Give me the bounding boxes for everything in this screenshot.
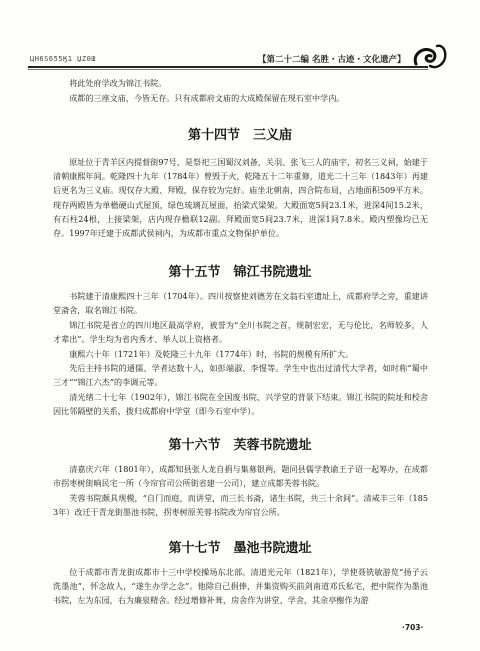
section-paragraph: 芙蓉书院颇具规模，“自门而庭，而讲堂，而三长书斋，诸生书院，共三十余间”。清咸丰三年（1853年）改迁于青龙街墨池书院，拐枣树原芙蓉书院改为帘官公所。 <box>53 493 428 518</box>
section-paragraph: 原址位于青羊区内提督街97号，是祭祀三国蜀汉刘备、关羽、张飞三人的庙宇，初名三义祠，始建于清朝康熙年间。乾隆四十九年（1784年）曾毁于火，乾隆五十二年重修，道光二十三年（1843年）再建后更名为三义庙。现仅存大殿、拜殿，保存较为完好。庙坐北朝南，四合院布局，占地面积509平方米。现存两殿皆为单檐硬山式屋顶，绿色琉璃瓦屋面，抬梁式梁架。大殿面宽5间23.1米，进深4间15.2米，有石柱24根，上接梁架，店内现存檐联12副。拜殿面宽5间23.7米，进深1间7.8米。殿内塑像均已无存。1997年迁建于成都武侯祠内，为成都市重点文物保护单位。 <box>53 157 428 239</box>
section-heading: 第十五节 锦江书院遗址 <box>168 265 312 280</box>
section-paragraph: 清嘉庆六年（1801年），成都知县张人龙自捐与集募银两，题同县儒学教谕王子诏一起筹办，在成都市拐枣树街晌民宅一所（今帘官司公所街省建一公司），建立成都芙蓉书院。 <box>53 464 428 489</box>
section-paragraph: 位于成都市青龙街成都市十三中学校操场东北部。清道光元年（1821年），学使聂铣敏游览“扬子云洗墨池”，怀念故人，“遂生办学之念”。他除自己捐俸，并集资购买前剑南道邓氏私宅，把中院作为墨池书院，左为东园，右为廉泉精舍。经过增修补葺，房舍作为讲堂、学舍，其余亭榭作为游 <box>53 567 428 606</box>
section-paragraph: 先后主持书院的通儒、学者达数十人，如彭端淑、李惺等。学生中也出过清代大学者，如时称“蜀中三才”“锦江六杰”的李调元等。 <box>53 363 428 388</box>
section-heading: 第十四节 三义庙 <box>187 128 292 143</box>
section-paragraph: 锦江书院是省立的四川地区最高学府，被誉为“全川书院之首，规制宏宏，无与伦比，名师较多，人才辈出”。学生均为省内秀才、举人以上资格者。 <box>53 320 428 345</box>
page-number: ·703· <box>402 623 424 632</box>
section-paragraph: 康熙六十年（1721年）及乾隆三十九年（1774年）时，书院的规模有所扩大。 <box>69 349 354 359</box>
header-rule <box>28 66 428 68</box>
header-running-title: ЦН6Ѕ655Ӄ1 ЏZ0Ш <box>30 55 97 63</box>
intro-paragraph: 成都的三座文庙，今皆无存。只有成都府文庙的大成殿保留在现石室中学内。 <box>69 93 345 103</box>
section-paragraph: 清光绪二十七年（1902年），锦江书院在全国废书院、兴学堂的背景下结束。锦江书院的院址和校舍因比邻隔壁的关系，拨归成都府中学堂（即今石室中学）。 <box>53 392 428 417</box>
section-heading: 第十七节 墨池书院遗址 <box>168 541 312 556</box>
header-section-title: 【第二十二编 名胜・古迹・文化遗产】 <box>258 55 406 65</box>
header-rule-thin <box>28 69 428 70</box>
intro-paragraph: 将此处府学改为锦江书院。 <box>69 78 167 88</box>
section-heading: 第十六节 芙蓉书院遗址 <box>168 438 312 453</box>
section-paragraph: 书院建于清康熙四十三年（1704年）。四川按察使刘德芳在文翁石室遗址上，成都府学之旁，重建讲堂斋舍，取名锦江书院。 <box>53 291 428 316</box>
